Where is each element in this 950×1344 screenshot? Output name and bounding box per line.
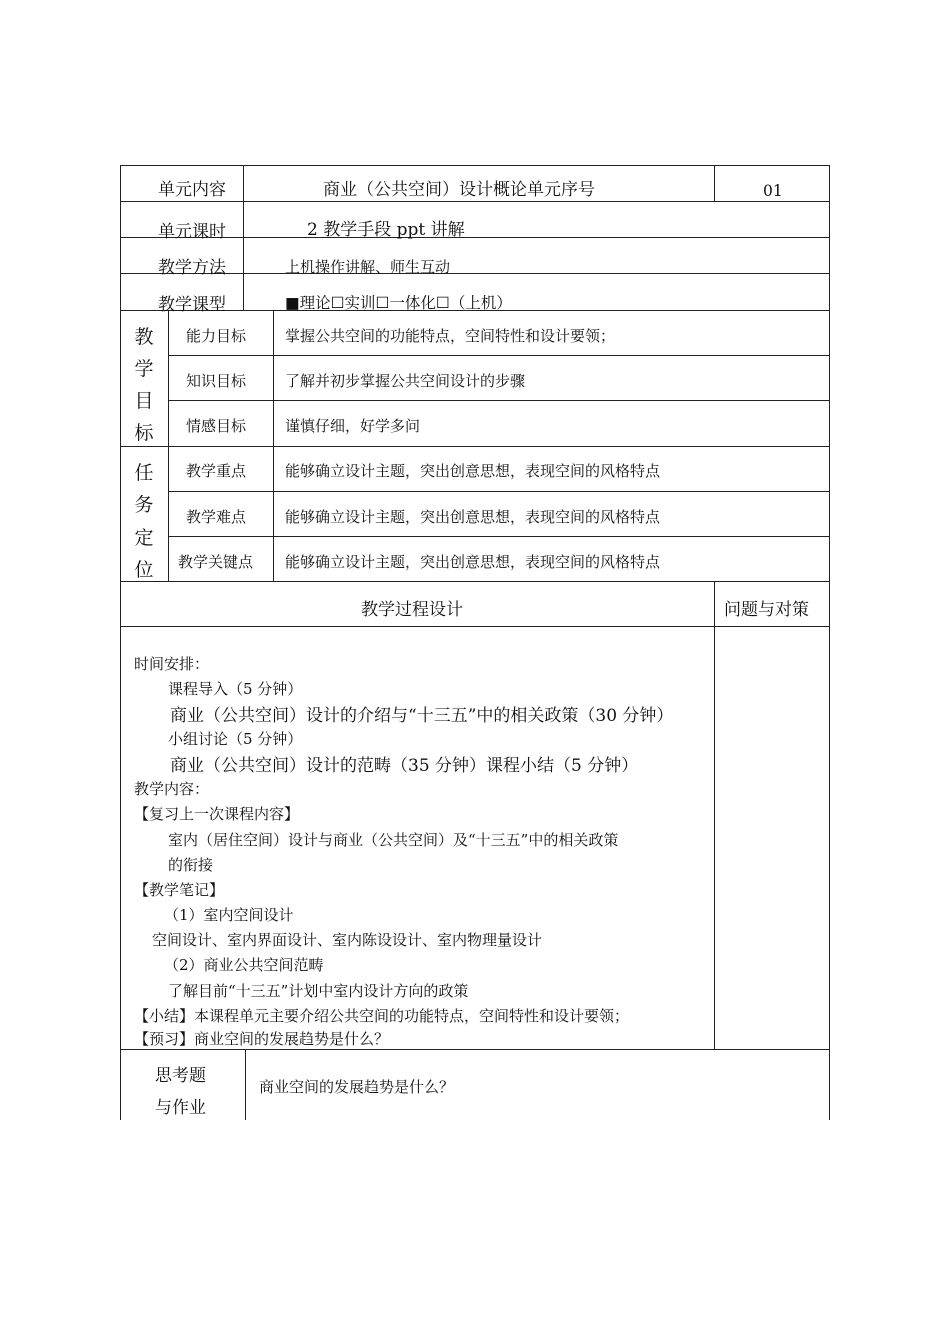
- tasks-group-char: 务: [134, 494, 154, 516]
- col-divider: [714, 165, 715, 202]
- process-line: 商业（公共空间）设计的介绍与“十三五”中的相关政策（30 分钟）: [170, 706, 674, 726]
- process-title: 教学过程设计: [361, 600, 463, 620]
- process-line: 教学内容：: [134, 780, 210, 798]
- goals-group-char: 教: [134, 326, 154, 348]
- process-line: 时间安排：: [134, 655, 210, 673]
- method-value: 上机操作讲解、师生互动: [285, 258, 451, 276]
- row-divider: [120, 581, 830, 582]
- goals-group-char: 标: [134, 422, 154, 444]
- goal-value: 谨慎仔细，好学多问: [285, 417, 421, 435]
- process-line: （2）商业公共空间范畴: [164, 956, 324, 974]
- unit-hours-value: 2 教学手段 ppt 讲解: [307, 220, 465, 240]
- col-divider: [714, 581, 715, 1049]
- process-line: 【复习上一次课程内容】: [134, 805, 300, 823]
- unit-hours-label: 单元课时: [158, 222, 226, 242]
- table-border-top: [120, 165, 830, 166]
- process-line: 【小结】本课程单元主要介绍公共空间的功能特点，空间特性和设计要领；: [134, 1007, 630, 1025]
- process-line: 【教学笔记】: [134, 881, 225, 899]
- unit-number: 01: [763, 182, 783, 200]
- process-line: 【预习】商业空间的发展趋势是什么？: [134, 1030, 390, 1048]
- process-line: （1）室内空间设计: [164, 906, 294, 924]
- process-line: 商业（公共空间）设计的范畴（35 分钟）课程小结（5 分钟）: [170, 756, 639, 776]
- type-label: 教学课型: [158, 295, 226, 315]
- homework-value: 商业空间的发展趋势是什么？: [259, 1078, 455, 1096]
- goals-group-char: 学: [134, 358, 154, 380]
- task-value: 能够确立设计主题，突出创意思想，表现空间的风格特点: [285, 462, 661, 480]
- tasks-group-char: 位: [134, 559, 154, 581]
- row-divider: [168, 536, 830, 537]
- tasks-group-char: 定: [134, 527, 154, 549]
- goal-label: 知识目标: [186, 372, 247, 390]
- process-line: 课程导入（5 分钟）: [168, 680, 303, 698]
- row-divider: [120, 626, 830, 627]
- row-divider: [120, 273, 830, 274]
- goal-value: 掌握公共空间的功能特点，空间特性和设计要领；: [285, 327, 616, 345]
- col-divider: [245, 1049, 246, 1120]
- row-divider: [120, 201, 830, 202]
- goal-value: 了解并初步掌握公共空间设计的步骤: [285, 372, 526, 390]
- row-divider: [168, 355, 830, 356]
- goals-group-char: 目: [134, 390, 154, 412]
- process-line: 了解目前“十三五”计划中室内设计方向的政策: [168, 982, 469, 1000]
- col-divider: [168, 310, 169, 581]
- col-divider: [273, 310, 274, 581]
- goal-label: 情感目标: [186, 417, 247, 435]
- method-label: 教学方法: [158, 258, 226, 278]
- task-value: 能够确立设计主题，突出创意思想，表现空间的风格特点: [285, 553, 661, 571]
- table-border-right: [829, 165, 830, 1120]
- task-value: 能够确立设计主题，突出创意思想，表现空间的风格特点: [285, 508, 661, 526]
- row-divider: [120, 1049, 830, 1050]
- table-border-left: [120, 165, 121, 1120]
- row-divider: [168, 400, 830, 401]
- task-label: 教学难点: [186, 508, 247, 526]
- process-line: 的衔接: [168, 856, 214, 874]
- task-label: 教学重点: [186, 462, 247, 480]
- row-divider: [168, 491, 830, 492]
- col-divider: [243, 165, 244, 310]
- homework-label: 思考题: [155, 1066, 206, 1086]
- goal-label: 能力目标: [186, 327, 247, 345]
- row-divider: [120, 237, 830, 238]
- row-divider: [120, 446, 830, 447]
- process-line: 空间设计、室内界面设计、室内陈设设计、室内物理量设计: [152, 931, 543, 949]
- task-label: 教学关键点: [178, 553, 254, 571]
- process-line: 小组讨论（5 分钟）: [168, 730, 303, 748]
- tasks-group-char: 任: [134, 462, 154, 484]
- unit-content-value: 商业（公共空间）设计概论单元序号: [323, 180, 595, 200]
- unit-content-label: 单元内容: [158, 180, 226, 200]
- type-value: ■理论☐实训☐一体化☐（上机）: [285, 294, 512, 312]
- homework-label: 与作业: [155, 1098, 206, 1118]
- process-side-title: 问题与对策: [724, 600, 809, 620]
- process-line: 室内（居住空间）设计与商业（公共空间）及“十三五”中的相关政策: [168, 831, 619, 849]
